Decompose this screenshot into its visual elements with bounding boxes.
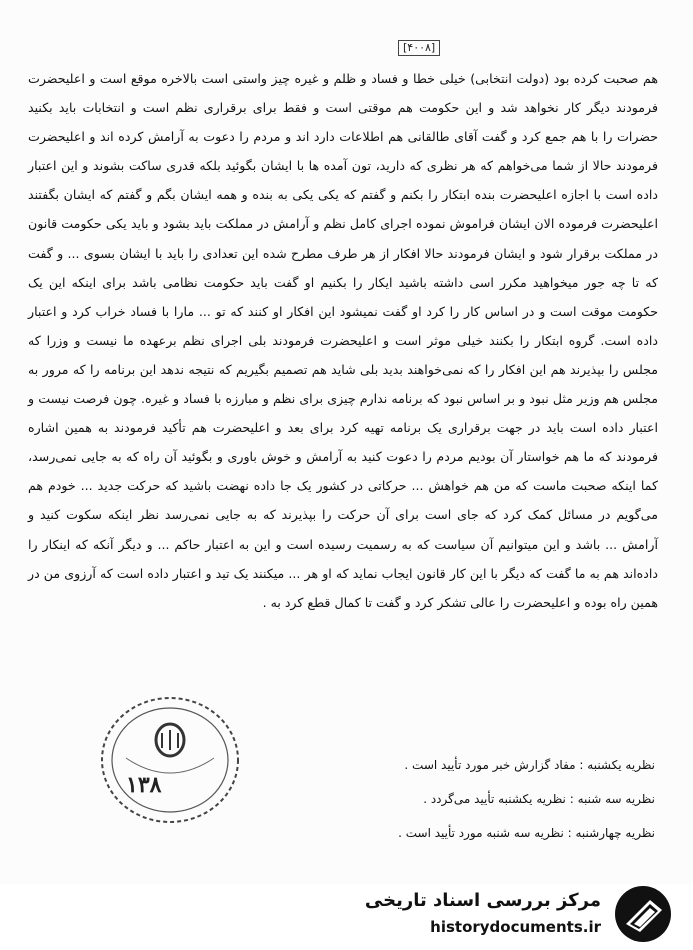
brand-name: مرکز بررسی اسناد تاریخی bbox=[364, 890, 601, 911]
document-body bbox=[28, 64, 658, 617]
archive-book-icon bbox=[610, 884, 676, 944]
seal-year: ۱۳۸ bbox=[126, 772, 162, 798]
body-paragraph: هم صحبت کرده بود (دولت انتخابی) خیلی خطا و فساد و ظلم و غیره چیز واستی است بالاخره موقع است و اعلیحضرت فرمودند دیگر کار نخواهد شد و این حکومت هم موقتی است و فقط برای برقراری نظم است و انتخابات باید بکنید حضرات را با هم جمع کرد و گفت آقای طالقانی هم اطلاعات دارد اند و مردم را دعوت به آرامش کرده اند و اعلیحضرت فرمودند حالا از شما می‌خواهم که هر نظری که دارید، تون آمده ها با ایشان بگوئید بلکه قدری ساکت بشوند و این اعتبار داده است با اجازه اعلیحضرت بنده ابتکار را بکنم و گفتم که یکی یکی به بنده و همه ایشان بگم و گفتم که ایشان بگفتند اعلیحضرت فرموده الان ایشان فراموش نموده اجرای کامل نظم و آرامش در مملکت باید بشود و باید یکی حکومت قانون در مملکت برقرار شود و ایشان فرمودند حالا افکار از هر طرف مطرح شده این تعدادی را باید با ایشان بسوی ... و گفت که تا چه جور میخواهید مکرر اسی داشته باشید ایکار را بکنیم او گفت باید حکومت نظامی باشد برای اینکه این یک حکومت موقت است و در اساس کار را کرد او گفت نمیشود این افکار او کنند که تو ... مارا با فساد خراب کرد و اعتبار داده است. گروه ابتکار را بکنند خیلی موثر است و اعلیحضرت فرمودند بلی اجرای نظم برعهده ما نیست و وزرا که مجلس را بپذیرند هم این افکار را که نمی‌خواهند بدید بلی شاید هم تصمیم بگیریم که نتیجه ندهد این برنامه را که مرور به مجلس هم وزیر مثل نبود و بر اساس نبود که برنامه ندارم چیزی برای نظم و مبارزه با فساد و غیره. چون فرصت نیست و اعتبار داده است باید در جهت برقراری یک برنامه تهیه کرد برای بعد و اعلیحضرت هم تأکید فرمودند به همین اشاره فرمودند که ما هم خواستار آن بودیم مردم را دعوت کنید به آرامش و خوش باوری و بگوئید آن راه که به جایی نمی‌رسد، کما اینکه صحبت ماست که من هم خواهش ... حرکاتی در کشور یک جا داده نهضت باشید که حرکت جدید ... خودم هم می‌گویم در مسائل کمک کرد که جای است برای آن حرکت را بپذیرند که به جایی نمی‌رسد نظر اینکه سکوت کنید و آرامش ... باشد و این میتوانیم آن سیاست که به رسمیت رسیده است و این به اعتبار حاکم ... و دیگر آنکه که اینکار را داده‌اند هم به ما گفت که دیگر با این کار قانون ایجاب نماید که او هر ... میکنند یک تید و اعتبار داده است که آرزوی من در همین راه بوده و اعلیحضرت را عالی تشکر کرد و گفت تا کمال قطع کرد به . bbox=[28, 71, 658, 610]
note-tuesday: نظریه سه شنبه : نظریه یکشنبه تأیید می‌گردد . bbox=[423, 792, 655, 806]
note-wednesday: نظریه چهارشنبه : نظریه سه شنبه مورد تأیید است . bbox=[398, 826, 655, 840]
note-sunday: نظریه یکشنبه : مفاد گزارش خبر مورد تأیید است . bbox=[404, 758, 655, 772]
review-notes bbox=[300, 754, 655, 856]
official-seal-icon bbox=[96, 688, 244, 828]
header-note: [۴۰۰۸] bbox=[398, 40, 440, 56]
brand-url: historydocuments.ir bbox=[430, 918, 601, 936]
